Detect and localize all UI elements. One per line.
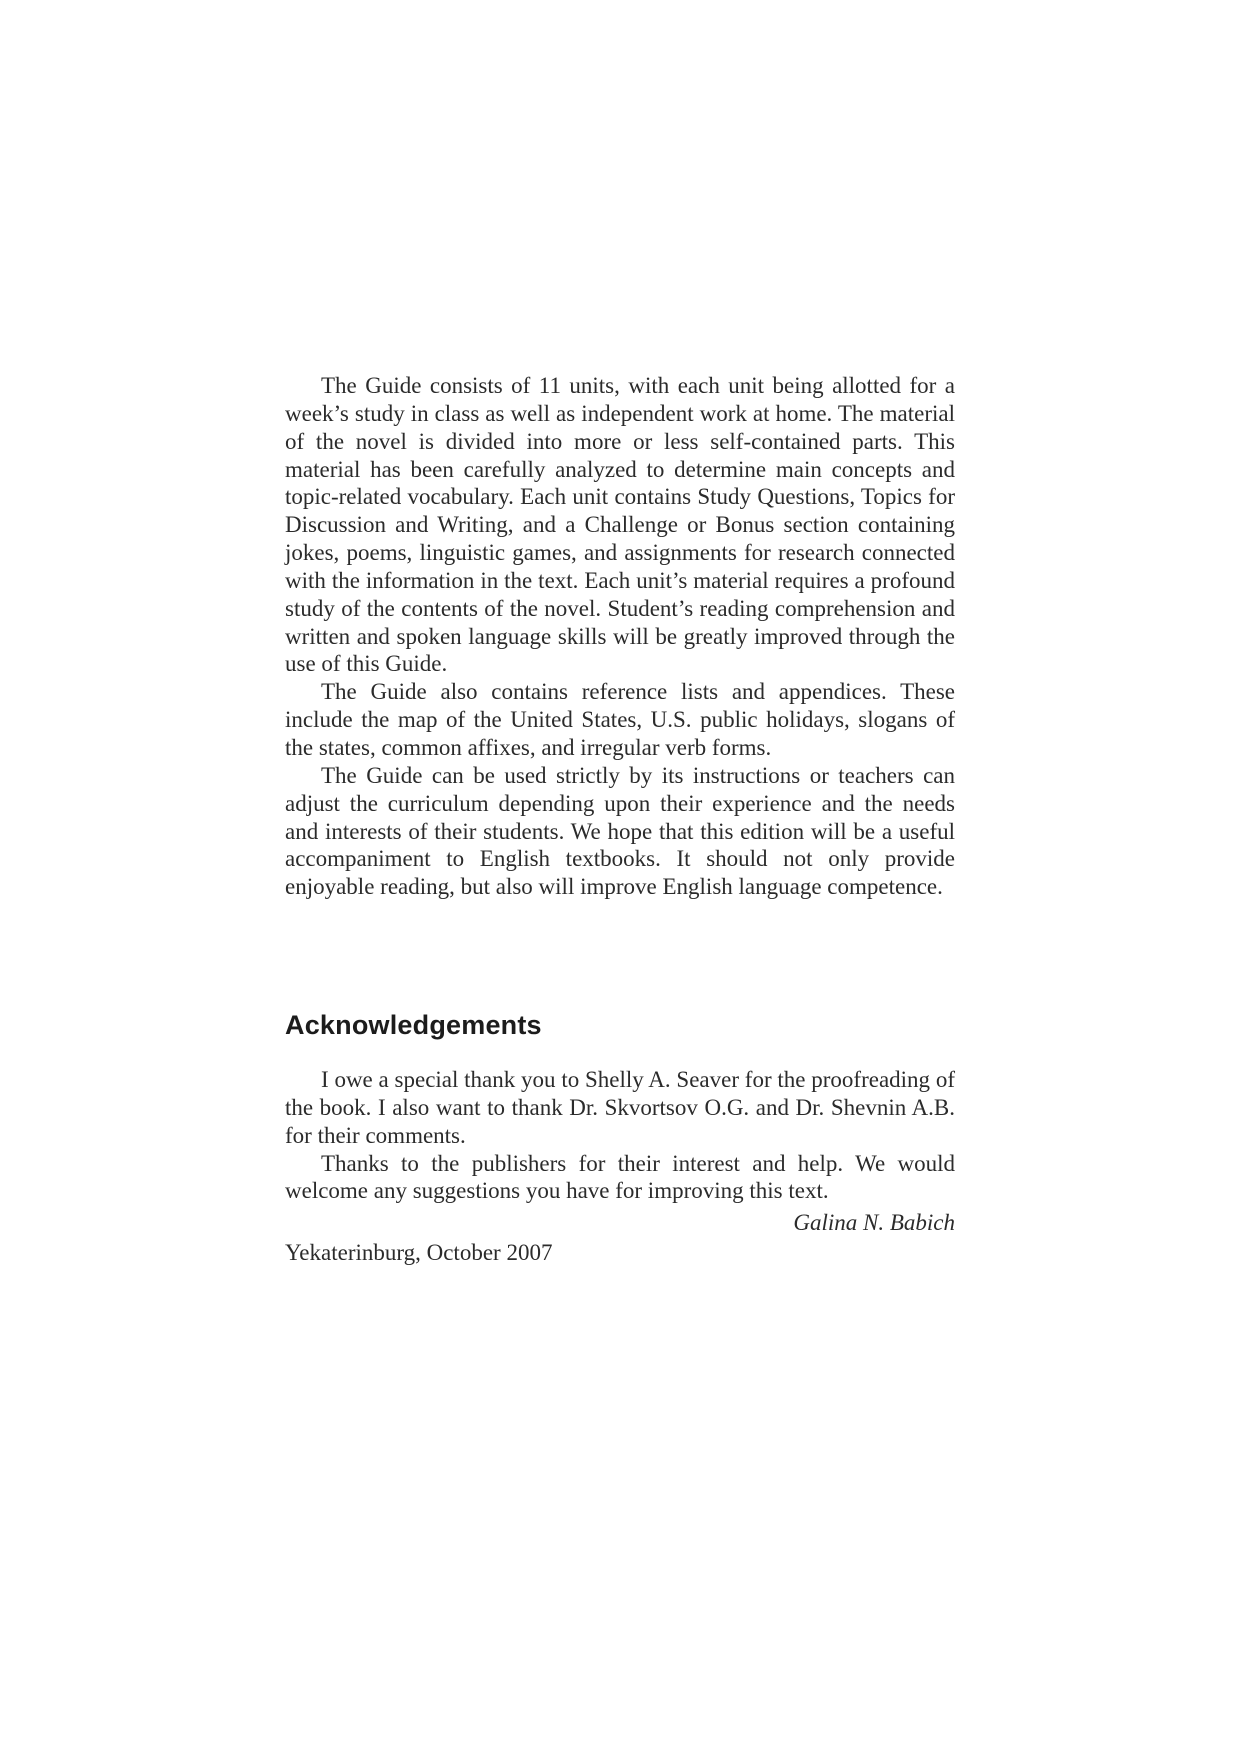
intro-paragraph-appendices: The Guide also contains reference lists and appendices. These include the map of the United States, U.S. public holidays, slogans of the states, common affixes, and irregular verb forms. (285, 679, 955, 760)
acknowledgements-heading: Acknowledgements (285, 1010, 542, 1040)
acknowledgements-paragraph-thanks: I owe a special thank you to Shelly A. Seaver for the proofreading of the book. I also want to thank Dr. Skvortsov O.G. and Dr. Shevnin A.B. for their comments. (285, 1067, 955, 1148)
intro-paragraph-units: The Guide consists of 11 units, with each unit being allotted for a week’s study in class as well as independent work at home. The material of the novel is divided into more or less self-contained parts. This material has been carefully analyzed to determine main concepts and topic-related vocabulary. Each unit contains Study Questions, Topics for Discussion and Writing, and a Challenge or Bonus section containing jokes, poems, linguistic games, and assignments for research connected with the information in the text. Each unit’s material requires a profound study of the contents of the novel. Student’s reading comprehension and written and spoken language skills will be greatly improved through the use of this Guide. (285, 373, 955, 677)
intro-paragraph-usage: The Guide can be used strictly by its instructions or teachers can adjust the curriculum depending upon their experience and the needs and interests of their students. We hope that this edition will be a useful accompaniment to English textbooks. It should not only provide enjoyable reading, but also will improve English language competence. (285, 762, 955, 900)
acknowledgements-section (285, 1066, 955, 1205)
acknowledgements-paragraph-publishers: Thanks to the publishers for their interest and help. We would welcome any suggestions you have for improving this text. (285, 1150, 955, 1204)
author-signature: Galina N. Babich (793, 1210, 955, 1235)
place-and-date: Yekaterinburg, October 2007 (285, 1240, 553, 1265)
intro-section (285, 372, 955, 901)
